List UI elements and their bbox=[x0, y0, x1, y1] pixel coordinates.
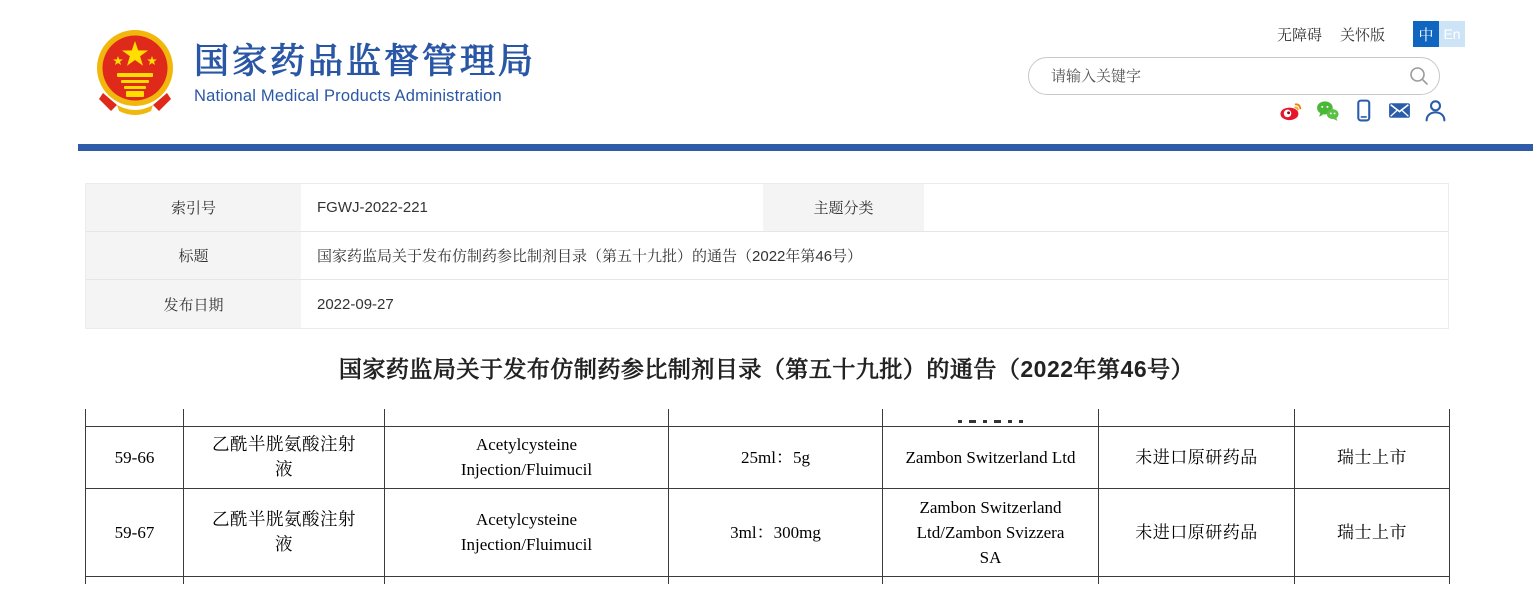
wechat-icon bbox=[1315, 98, 1340, 123]
site-title-cn: 国家药品监督管理局 bbox=[194, 42, 537, 81]
cell-no: 59-66 bbox=[86, 426, 184, 488]
table-row bbox=[86, 426, 1450, 488]
cell-spec: 25ml：5g bbox=[669, 426, 883, 488]
user-link[interactable] bbox=[1423, 98, 1448, 123]
table-row bbox=[86, 488, 1450, 576]
weibo-link[interactable] bbox=[1279, 98, 1304, 123]
cell-name-en: Acetylcysteine Injection/Fluimucil bbox=[385, 426, 669, 488]
cell-name-en: Acetylcysteine Injection/Fluimucil bbox=[385, 488, 669, 576]
mobile-link[interactable] bbox=[1351, 98, 1376, 123]
mail-link[interactable] bbox=[1387, 98, 1412, 123]
cell-note1: 未进口原研药品 bbox=[1099, 488, 1295, 576]
meta-label-category: 主题分类 bbox=[763, 184, 924, 231]
cell-spec: 3ml：300mg bbox=[669, 488, 883, 576]
search-button[interactable] bbox=[1399, 58, 1439, 94]
weibo-icon bbox=[1279, 98, 1304, 123]
cell-name-cn: 乙酰半胱氨酸注射液 bbox=[184, 426, 385, 488]
wechat-link[interactable] bbox=[1315, 98, 1340, 123]
social-icons bbox=[1279, 98, 1448, 123]
article-title: 国家药监局关于发布仿制药参比制剂目录（第五十九批）的通告（2022年第46号） bbox=[338, 356, 1195, 382]
clipped-text-fragments bbox=[887, 420, 1094, 426]
cell-holder: Zambon Switzerland Ltd bbox=[883, 426, 1099, 488]
search-input[interactable] bbox=[1051, 68, 1399, 85]
meta-label-date: 发布日期 bbox=[86, 280, 301, 328]
header-divider-bar bbox=[78, 144, 1533, 151]
mail-icon bbox=[1387, 98, 1412, 123]
meta-row-date bbox=[86, 280, 1448, 328]
cell-no: 59-67 bbox=[86, 488, 184, 576]
meta-value-category bbox=[924, 184, 1448, 231]
reference-list-table bbox=[85, 409, 1450, 584]
table-row-clipped-top bbox=[86, 409, 1450, 426]
national-emblem-logo[interactable] bbox=[95, 27, 175, 120]
mobile-icon bbox=[1351, 98, 1376, 123]
site-title-en: National Medical Products Administration bbox=[194, 87, 502, 105]
accessibility-link[interactable]: 无障碍 bbox=[1276, 27, 1322, 44]
cell-holder: Zambon Switzerland Ltd/Zambon Svizzera SA bbox=[883, 488, 1099, 576]
meta-value-title: 国家药监局关于发布仿制药参比制剂目录（第五十九批）的通告（2022年第46号） bbox=[317, 248, 863, 265]
lang-en-button[interactable]: En bbox=[1439, 21, 1465, 47]
meta-value-date: 2022-09-27 bbox=[317, 295, 394, 313]
cell-name-cn: 乙酰半胱氨酸注射液 bbox=[184, 488, 385, 576]
meta-row-title bbox=[86, 232, 1448, 280]
national-emblem bbox=[95, 27, 175, 115]
lang-zh-button[interactable]: 中 bbox=[1413, 21, 1439, 47]
meta-row-index bbox=[86, 184, 1448, 232]
user-icon bbox=[1423, 98, 1448, 123]
search-icon bbox=[1408, 65, 1430, 87]
site-title bbox=[194, 42, 536, 106]
cell-note1: 未进口原研药品 bbox=[1099, 426, 1295, 488]
cell-note2: 瑞士上市 bbox=[1295, 426, 1450, 488]
language-toggle bbox=[1413, 21, 1465, 47]
search-box bbox=[1028, 57, 1440, 95]
meta-label-title: 标题 bbox=[86, 232, 301, 279]
table-row-clipped-bottom bbox=[86, 576, 1450, 584]
document-meta-table bbox=[85, 183, 1449, 329]
meta-label-index: 索引号 bbox=[86, 184, 301, 231]
reference-list-table-viewport bbox=[85, 409, 1451, 584]
cell-note2: 瑞士上市 bbox=[1295, 488, 1450, 576]
care-version-link[interactable]: 关怀版 bbox=[1339, 27, 1385, 44]
meta-value-index: FGWJ-2022-221 bbox=[317, 199, 428, 216]
top-links bbox=[1277, 24, 1385, 45]
